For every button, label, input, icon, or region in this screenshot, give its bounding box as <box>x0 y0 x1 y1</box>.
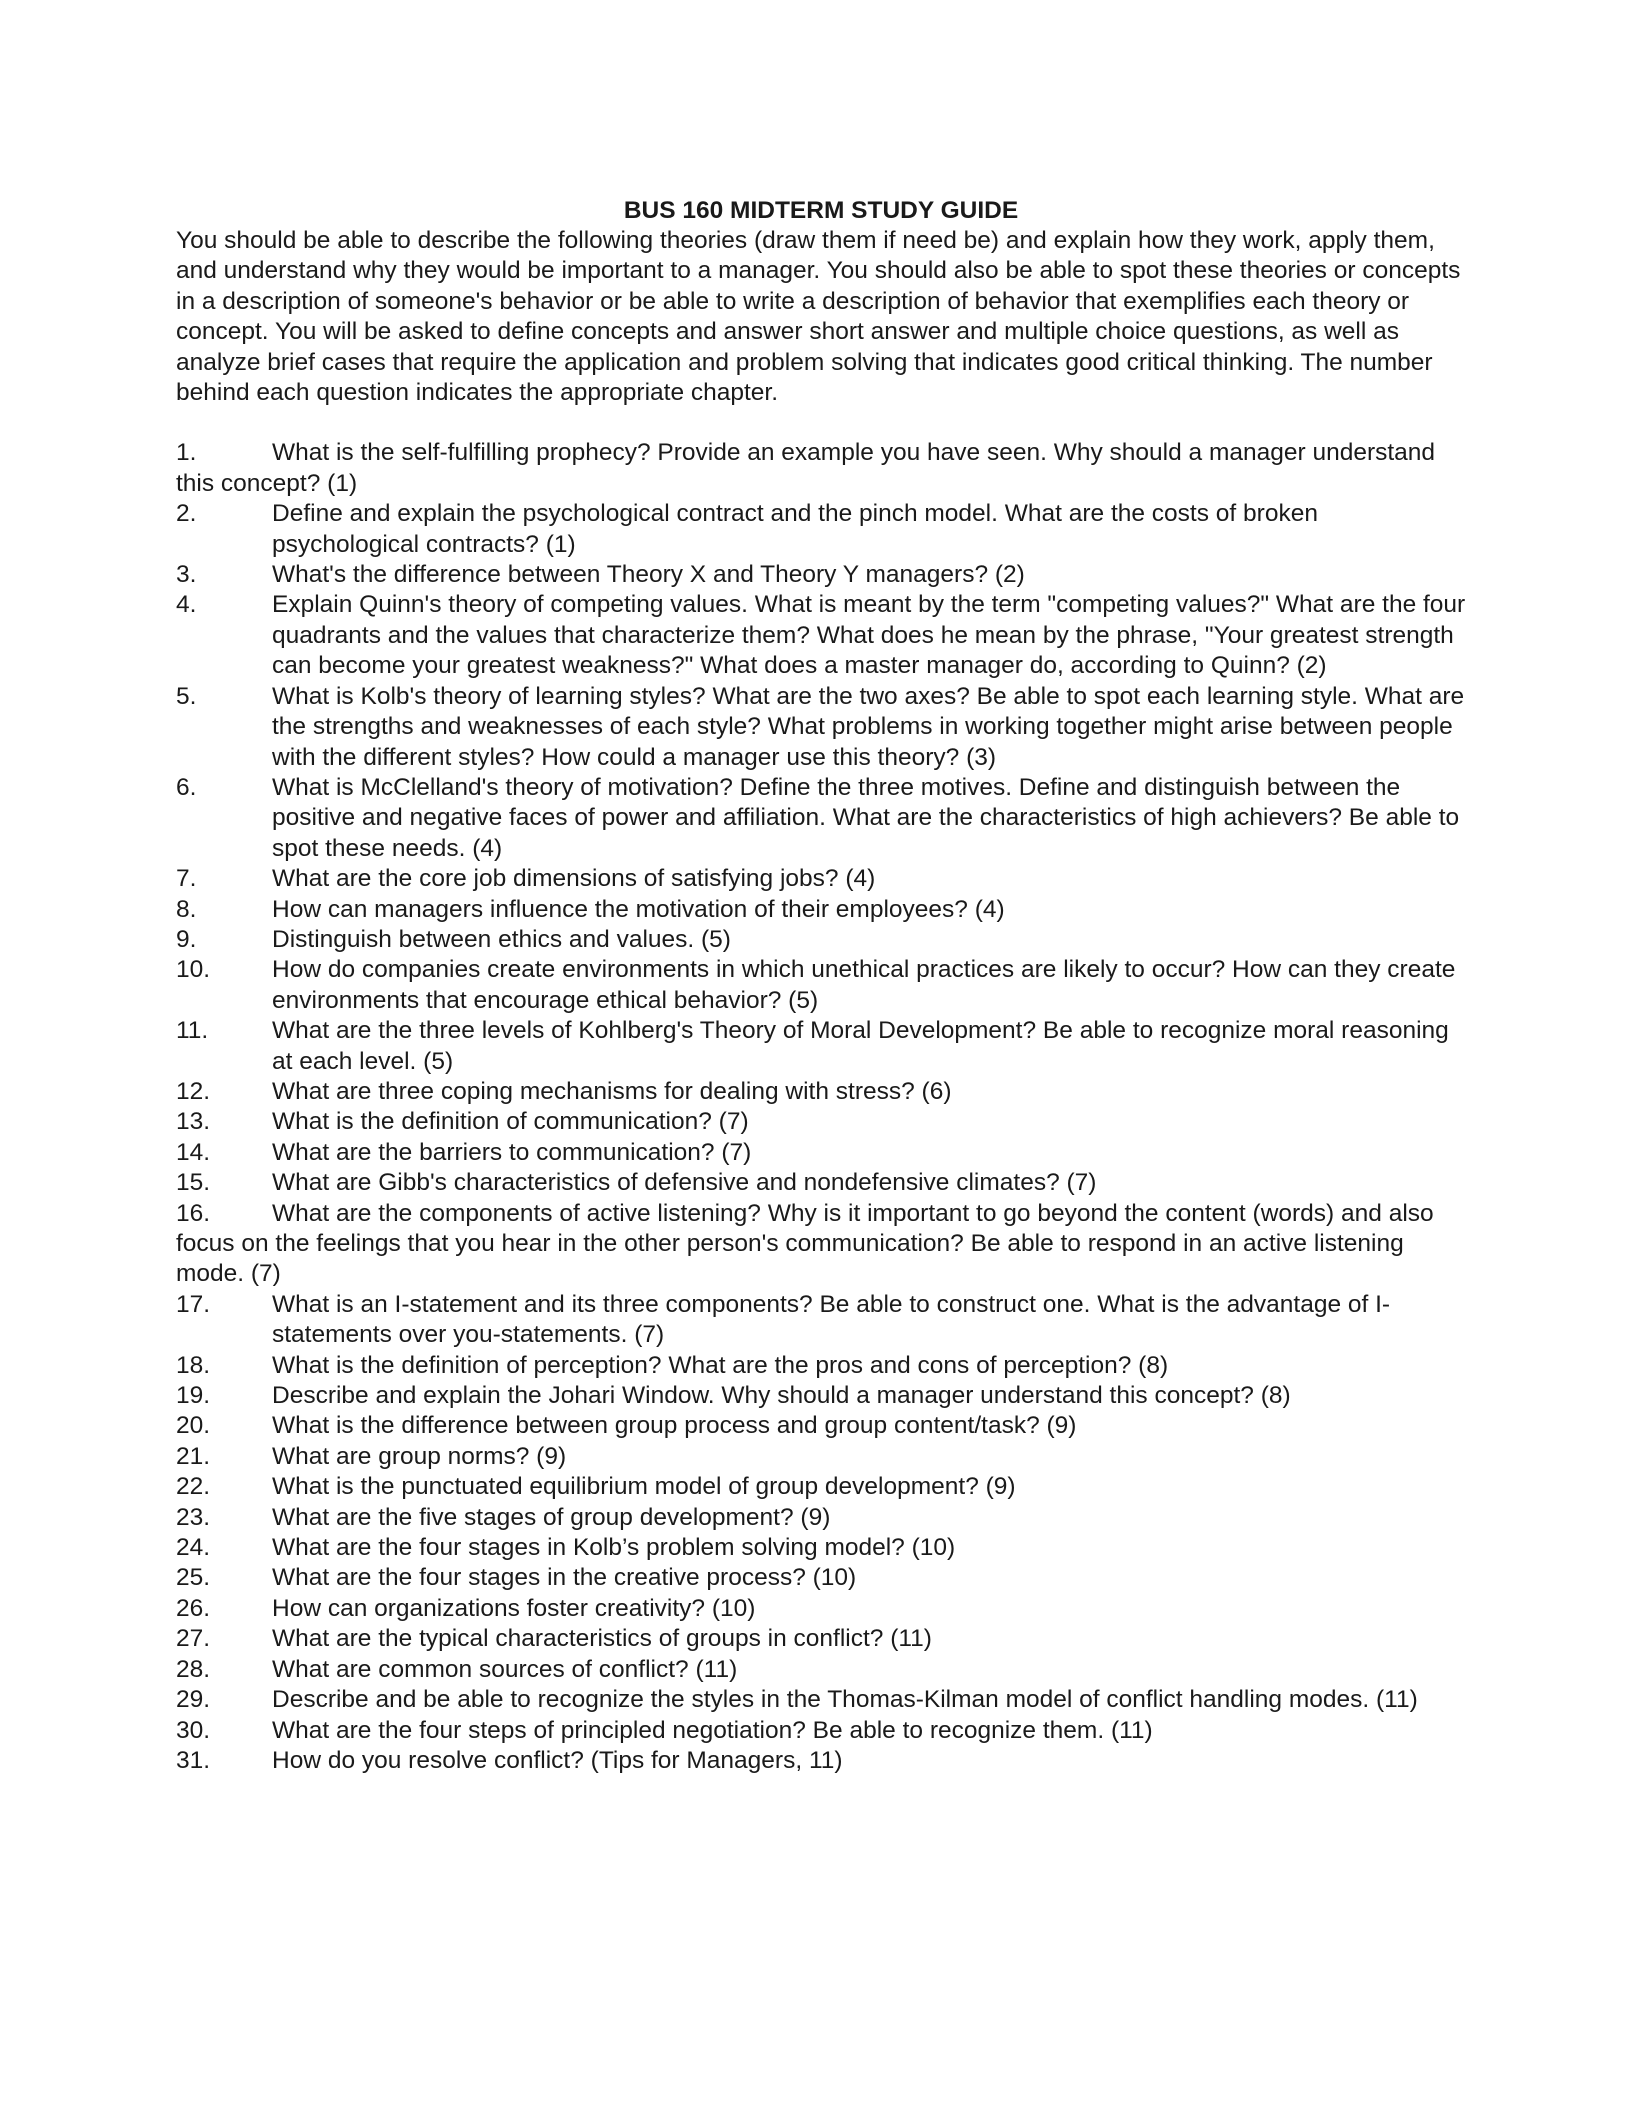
question-number: 5. <box>176 682 197 710</box>
question-item <box>176 773 1466 864</box>
question-number: 31. <box>176 1746 211 1774</box>
question-number: 20. <box>176 1412 211 1440</box>
question-text: What is the definition of perception? What are the pros and cons of perception? (8) <box>272 1351 1169 1379</box>
question-text: What are group norms? (9) <box>272 1442 567 1470</box>
question-item <box>176 1199 1466 1290</box>
question-text: What's the difference between Theory X and Theory Y managers? (2) <box>272 561 1025 589</box>
question-number: 29. <box>176 1686 211 1714</box>
question-number: 17. <box>176 1290 211 1318</box>
question-text: What are common sources of conflict? (11) <box>272 1655 738 1683</box>
question-item <box>176 1594 1466 1624</box>
question-text: Distinguish between ethics and values. (5) <box>272 925 731 953</box>
question-text: What are the three levels of Kohlberg's Theory of Moral Development? Be able to recognize moral reasoning at each level. (5) <box>272 1017 1449 1075</box>
question-text: What is the punctuated equilibrium model of group development? (9) <box>272 1473 1016 1501</box>
question-item <box>176 1351 1466 1381</box>
intro-paragraph: You should be able to describe the following theories (draw them if need be) and explain how they work, apply them, and understand why they would be important to a manager. You should also be able to spot these theories or concepts in a description of someone's behavior or be able to write a description of behavior that exemplifies each theory or concept. You will be asked to define concepts and answer short answer and multiple choice questions, as well as analyze brief cases that require the application and problem solving that indicates good critical thinking. The number behind each question indicates the appropriate chapter. <box>176 227 1461 407</box>
question-number: 14. <box>176 1138 211 1166</box>
question-item <box>176 1472 1466 1502</box>
question-number: 10. <box>176 956 211 984</box>
question-number: 12. <box>176 1077 211 1105</box>
question-item <box>176 955 1466 1016</box>
question-number: 25. <box>176 1564 211 1592</box>
question-item <box>176 1624 1466 1654</box>
question-number: 21. <box>176 1442 211 1470</box>
question-text: What are the four stages in the creative process? (10) <box>272 1564 857 1592</box>
question-item <box>176 1290 1466 1351</box>
question-item <box>176 499 1466 560</box>
question-item <box>176 590 1466 681</box>
question-item <box>176 1442 1466 1472</box>
question-item <box>176 682 1466 773</box>
question-item <box>176 1746 1466 1776</box>
question-number: 9. <box>176 925 197 953</box>
question-item <box>176 1533 1466 1563</box>
question-item <box>176 1168 1466 1198</box>
question-number: 30. <box>176 1716 211 1744</box>
question-text: Explain Quinn's theory of competing values. What is meant by the term "competing values?" What are the four quadrants and the values that characterize them? What does he mean by the phrase, "Your greatest strength can become your greatest weakness?" What does a master manager do, according to Quinn? (2) <box>272 591 1466 680</box>
question-text: What are the four stages in Kolb’s problem solving model? (10) <box>272 1534 956 1562</box>
question-item <box>176 438 1466 499</box>
question-text: What are the core job dimensions of satisfying jobs? (4) <box>272 865 876 893</box>
question-number: 22. <box>176 1473 211 1501</box>
question-item <box>176 1411 1466 1441</box>
question-number: 11. <box>176 1017 209 1045</box>
question-item <box>176 864 1466 894</box>
question-number: 26. <box>176 1594 211 1622</box>
question-item <box>176 1685 1466 1715</box>
question-text: How can organizations foster creativity? (10) <box>272 1594 756 1622</box>
question-text: What are the typical characteristics of groups in conflict? (11) <box>272 1625 932 1653</box>
question-text: What is McClelland's theory of motivation? Define the three motives. Define and distinguish between the positive and negative faces of power and affiliation. What are the characteristics of high achievers? Be able to spot these needs. (4) <box>272 773 1460 862</box>
question-number: 1. <box>176 439 197 467</box>
question-text: How can managers influence the motivation of their employees? (4) <box>272 895 1005 923</box>
question-number: 4. <box>176 591 197 619</box>
question-text: How do you resolve conflict? (Tips for Managers, 11) <box>272 1746 843 1774</box>
question-item <box>176 1107 1466 1137</box>
question-text: What are Gibb's characteristics of defensive and nondefensive climates? (7) <box>272 1169 1097 1197</box>
question-number: 8. <box>176 895 197 923</box>
question-number: 13. <box>176 1108 211 1136</box>
question-item <box>176 1716 1466 1746</box>
question-number: 16. <box>176 1199 211 1227</box>
question-item <box>176 1381 1466 1411</box>
question-item <box>176 1563 1466 1593</box>
question-number: 19. <box>176 1382 211 1410</box>
question-number: 23. <box>176 1503 211 1531</box>
question-text: What is the definition of communication? (7) <box>272 1108 749 1136</box>
question-text: What is the difference between group process and group content/task? (9) <box>272 1412 1077 1440</box>
question-item <box>176 1503 1466 1533</box>
question-text: What are the five stages of group development? (9) <box>272 1503 831 1531</box>
question-number: 27. <box>176 1625 211 1653</box>
question-number: 2. <box>176 500 197 528</box>
question-item <box>176 560 1466 590</box>
question-item <box>176 925 1466 955</box>
question-text: What are three coping mechanisms for dealing with stress? (6) <box>272 1077 952 1105</box>
page-title: BUS 160 MIDTERM STUDY GUIDE <box>623 197 1019 224</box>
question-item <box>176 1655 1466 1685</box>
question-number: 24. <box>176 1534 211 1562</box>
question-text: What is the self-fulfilling prophecy? Provide an example you have seen. Why should a manager understand this concept? (1) <box>176 439 1436 497</box>
question-text: What is Kolb's theory of learning styles? What are the two axes? Be able to spot each learning style. What are the strengths and weaknesses of each style? What problems in working together might arise between people with the different styles? How could a manager use this theory? (3) <box>272 682 1465 771</box>
question-text: What are the four steps of principled negotiation? Be able to recognize them. (11) <box>272 1716 1153 1744</box>
question-number: 7. <box>176 865 197 893</box>
question-number: 18. <box>176 1351 211 1379</box>
question-item <box>176 895 1466 925</box>
question-text: What are the barriers to communication? (7) <box>272 1138 752 1166</box>
question-text: What are the components of active listening? Why is it important to go beyond the content (words) and also focus on the feelings that you hear in the other person's communication? Be able to respond in an active listening mode. (7) <box>176 1199 1434 1288</box>
question-text: Describe and be able to recognize the styles in the Thomas-Kilman model of conflict handling modes. (11) <box>272 1686 1418 1714</box>
question-number: 6. <box>176 773 197 801</box>
question-list <box>176 438 1466 1776</box>
question-text: Define and explain the psychological contract and the pinch model. What are the costs of broken psychological contracts? (1) <box>272 500 1318 558</box>
question-text: How do companies create environments in which unethical practices are likely to occur? How can they create environments that encourage ethical behavior? (5) <box>272 956 1456 1014</box>
question-text: What is an I-statement and its three components? Be able to construct one. What is the advantage of I-statements over you-statements. (7) <box>272 1290 1391 1349</box>
question-item <box>176 1016 1466 1077</box>
question-number: 28. <box>176 1655 211 1683</box>
question-number: 15. <box>176 1169 211 1197</box>
question-item <box>176 1138 1466 1168</box>
question-text: Describe and explain the Johari Window. Why should a manager understand this concept? (8) <box>272 1382 1291 1410</box>
question-number: 3. <box>176 561 197 589</box>
question-item <box>176 1077 1466 1107</box>
study-guide-page <box>176 196 1466 1776</box>
